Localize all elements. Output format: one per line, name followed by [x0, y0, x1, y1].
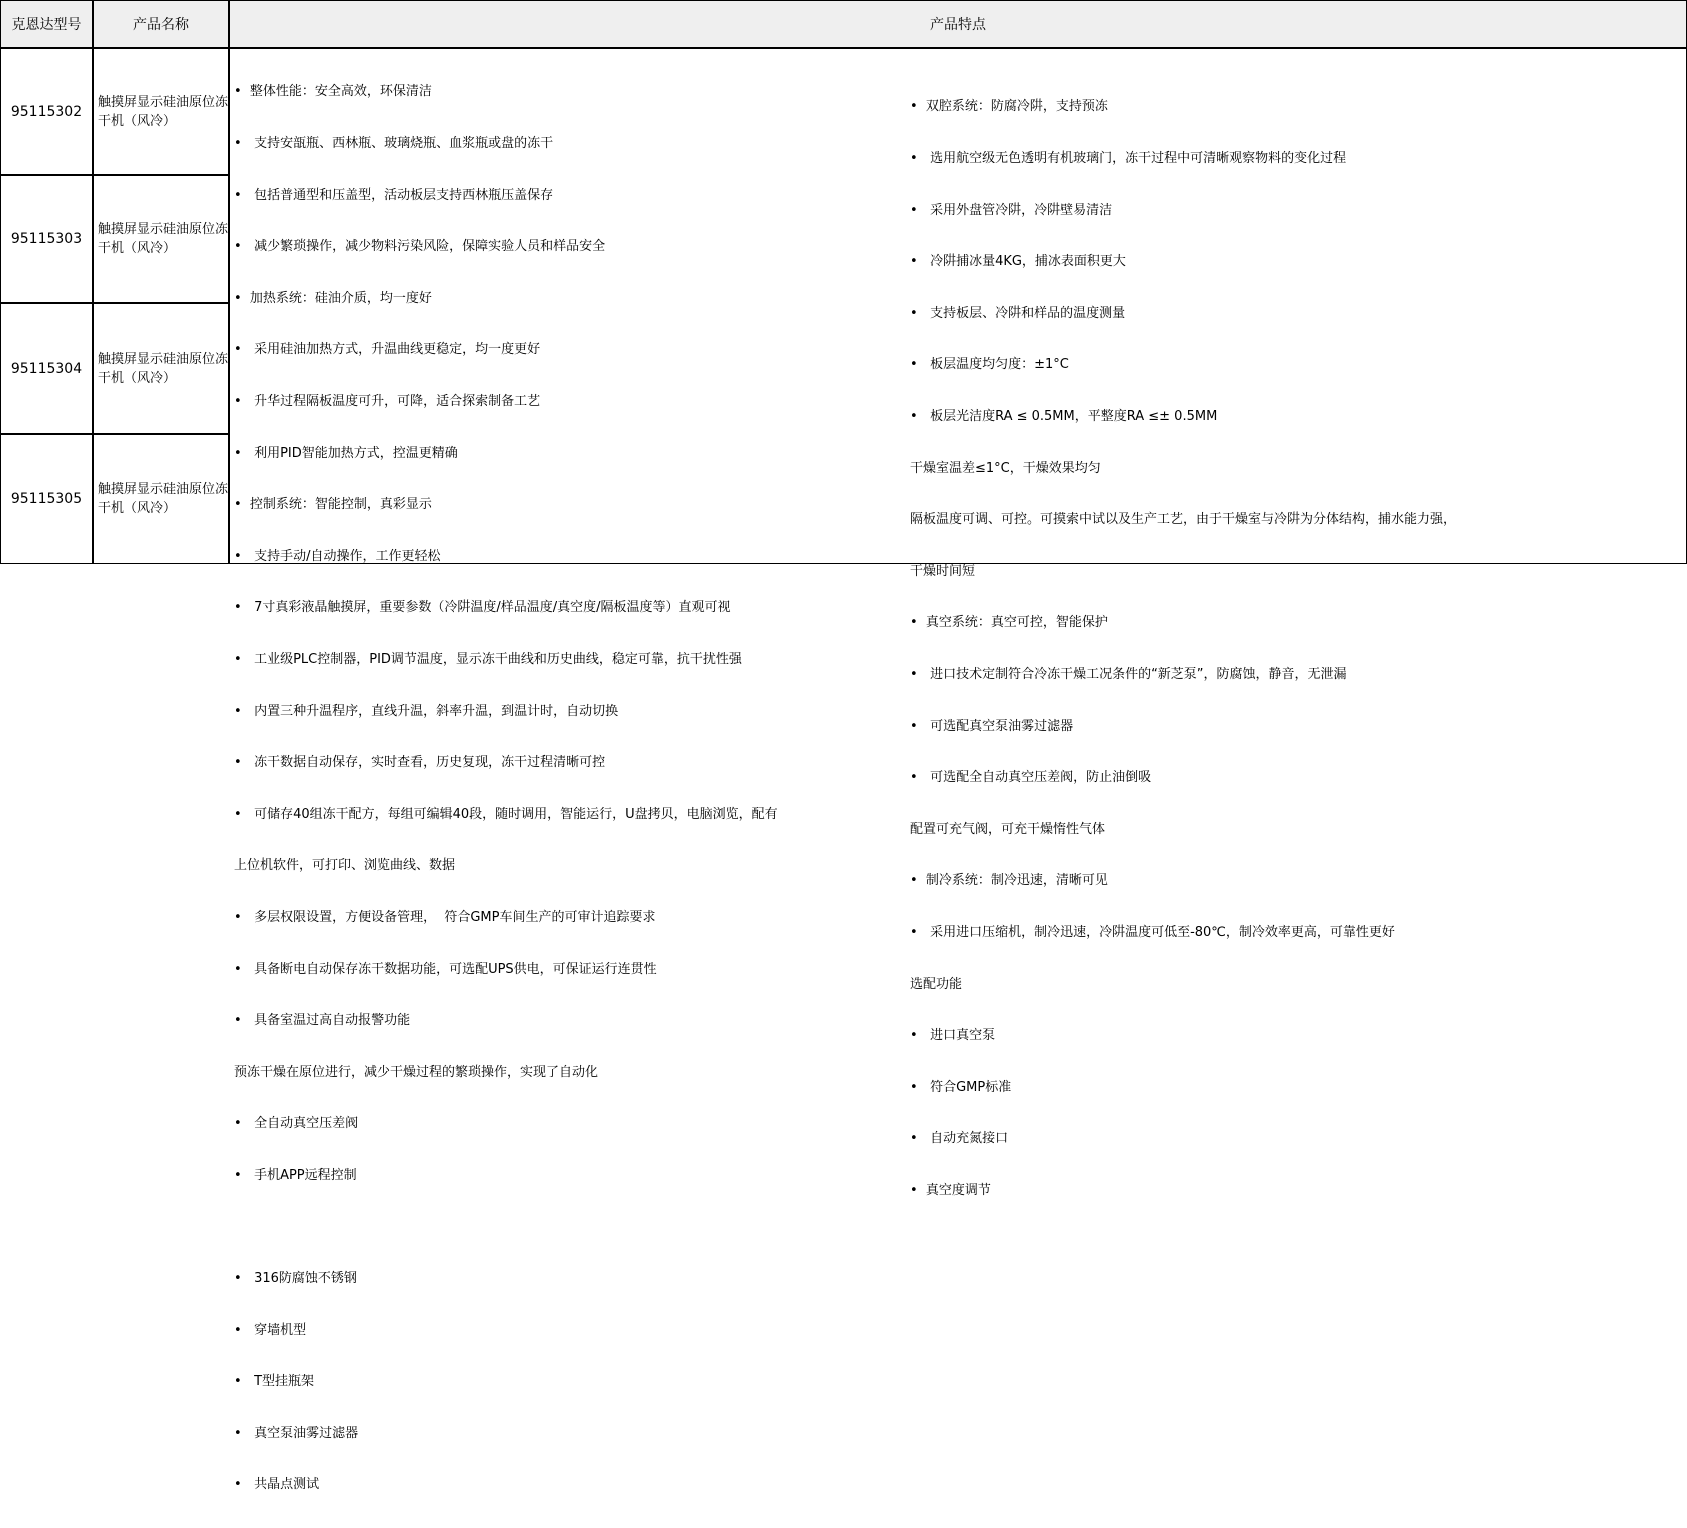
feature-line: • 整体性能：安全高效，环保清洁 — [234, 84, 432, 100]
feature-line: • 具备断电自动保存冻干数据功能，可选配UPS供电，可保证运行连贯性 — [234, 961, 657, 977]
feature-line: • 支持手动/自动操作，工作更轻松 — [234, 548, 441, 564]
feature-line: 干燥时间短 — [910, 563, 976, 579]
header-name: 产品名称 — [93, 0, 229, 48]
feature-line: • 内置三种升温程序，直线升温，斜率升温，到温计时，自动切换 — [234, 703, 619, 719]
feature-line: • 控制系统：智能控制，真彩显示 — [234, 497, 432, 513]
feature-line: • 共晶点测试 — [234, 1477, 320, 1493]
row-1-name: 触摸屏显示硅油原位冻干机（风冷） — [93, 48, 229, 175]
feature-line: • 支持板层、冷阱和样品的温度测量 — [910, 305, 1126, 321]
features-right-column — [910, 64, 1685, 1233]
row-4-name: 触摸屏显示硅油原位冻干机（风冷） — [93, 434, 229, 564]
row-3-name: 触摸屏显示硅油原位冻干机（风冷） — [93, 303, 229, 434]
feature-line: 上位机软件，可打印、浏览曲线、数据 — [234, 858, 456, 874]
feature-line: • 包括普通型和压盖型，活动板层支持西林瓶压盖保存 — [234, 187, 554, 203]
feature-line: • 加热系统：硅油介质，均一度好 — [234, 290, 432, 306]
feature-line-blank — [234, 1218, 904, 1235]
feature-line: • 板层光洁度RA ≤ 0.5MM，平整度RA ≤± 0.5MM — [910, 408, 1218, 424]
header-code: 克恩达型号 — [0, 0, 93, 48]
feature-line: • 自动充氮接口 — [910, 1131, 1009, 1147]
feature-line: • 真空度调节 — [910, 1182, 991, 1198]
feature-line: • 真空系统：真空可控，智能保护 — [910, 615, 1108, 631]
feature-line: • 选用航空级无色透明有机玻璃门，冻干过程中可清晰观察物料的变化过程 — [910, 151, 1347, 166]
feature-line: 隔板温度可调、可控。可摸索中试以及生产工艺，由于干燥室与冷阱为分体结构，捕水能力强， — [910, 512, 1457, 528]
row-2-name: 触摸屏显示硅油原位冻干机（风冷） — [93, 175, 229, 303]
feature-line: • 采用外盘管冷阱，冷阱壁易清洁 — [910, 202, 1113, 218]
row-2-code: 95115303 — [0, 175, 93, 303]
row-3-code: 95115304 — [0, 303, 93, 434]
feature-line: • 可储存40组冻干配方，每组可编辑40段，随时调用，智能运行，U盘拷贝，电脑浏览，配有 — [234, 806, 778, 822]
feature-line: 选配功能 — [910, 976, 963, 992]
feature-line: • 全自动真空压差阀 — [234, 1116, 359, 1132]
feature-line: • 工业级PLC控制器，PID调节温度，显示冻干曲线和历史曲线，稳定可靠，抗干扰性强 — [234, 651, 742, 667]
feature-line: 预冻干燥在原位进行，减少干燥过程的繁琐操作，实现了自动化 — [234, 1064, 599, 1080]
feature-line: • 升华过程隔板温度可升，可降，适合探索制备工艺 — [234, 393, 541, 409]
feature-line: • 7寸真彩液晶触摸屏，重要参数（冷阱温度/样品温度/真空度/隔板温度等）直观可视 — [234, 600, 731, 616]
feature-line: • 采用硅油加热方式，升温曲线更稳定，均一度更好 — [234, 342, 541, 358]
feature-line: • 冷阱捕冰量4KG，捕冰表面积更大 — [910, 254, 1126, 270]
feature-line: • 进口真空泵 — [910, 1028, 996, 1044]
feature-line: • 减少繁琐操作，减少物料污染风险，保障实验人员和样品安全 — [234, 239, 606, 255]
feature-line: • 可选配全自动真空压差阀，防止油倒吸 — [910, 770, 1152, 786]
feature-line: • 冻干数据自动保存，实时查看，历史复现，冻干过程清晰可控 — [234, 755, 606, 771]
feature-line: • 316防腐蚀不锈钢 — [234, 1271, 357, 1287]
header-features: 产品特点 — [229, 0, 1687, 48]
features-cell — [229, 48, 1687, 1493]
row-4-code: 95115305 — [0, 434, 93, 564]
feature-line: • 板层温度均匀度：±1°C — [910, 357, 1069, 373]
feature-line: • 手机APP远程控制 — [234, 1167, 357, 1183]
features-left-column — [234, 49, 904, 1528]
feature-line: • 进口技术定制符合冷冻干燥工况条件的“新芝泵”，防腐蚀，静音，无泄漏 — [910, 666, 1347, 682]
row-1-code: 95115302 — [0, 48, 93, 175]
feature-line: • T型挂瓶架 — [234, 1374, 315, 1390]
feature-line: 配置可充气阀，可充干燥惰性气体 — [910, 821, 1106, 837]
feature-line: • 符合GMP标准 — [910, 1079, 1012, 1095]
feature-line: • 具备室温过高自动报警功能 — [234, 1013, 411, 1029]
feature-line: • 采用进口压缩机，制冷迅速，冷阱温度可低至-80℃，制冷效率更高，可靠性更好 — [910, 924, 1395, 940]
feature-line: • 利用PID智能加热方式，控温更精确 — [234, 445, 458, 461]
feature-line: • 穿墙机型 — [234, 1322, 307, 1338]
feature-line: • 制冷系统：制冷迅速，清晰可见 — [910, 873, 1108, 889]
feature-line: 干燥室温差≤1°C，干燥效果均匀 — [910, 460, 1101, 476]
feature-line: • 真空泵油雾过滤器 — [234, 1425, 359, 1441]
feature-line: • 支持安瓿瓶、西林瓶、玻璃烧瓶、血浆瓶或盘的冻干 — [234, 136, 554, 151]
feature-line: • 可选配真空泵油雾过滤器 — [910, 718, 1074, 734]
feature-line: • 多层权限设置，方便设备管理， 符合GMP车间生产的可审计追踪要求 — [234, 909, 656, 925]
feature-line: • 双腔系统：防腐冷阱，支持预冻 — [910, 99, 1108, 115]
